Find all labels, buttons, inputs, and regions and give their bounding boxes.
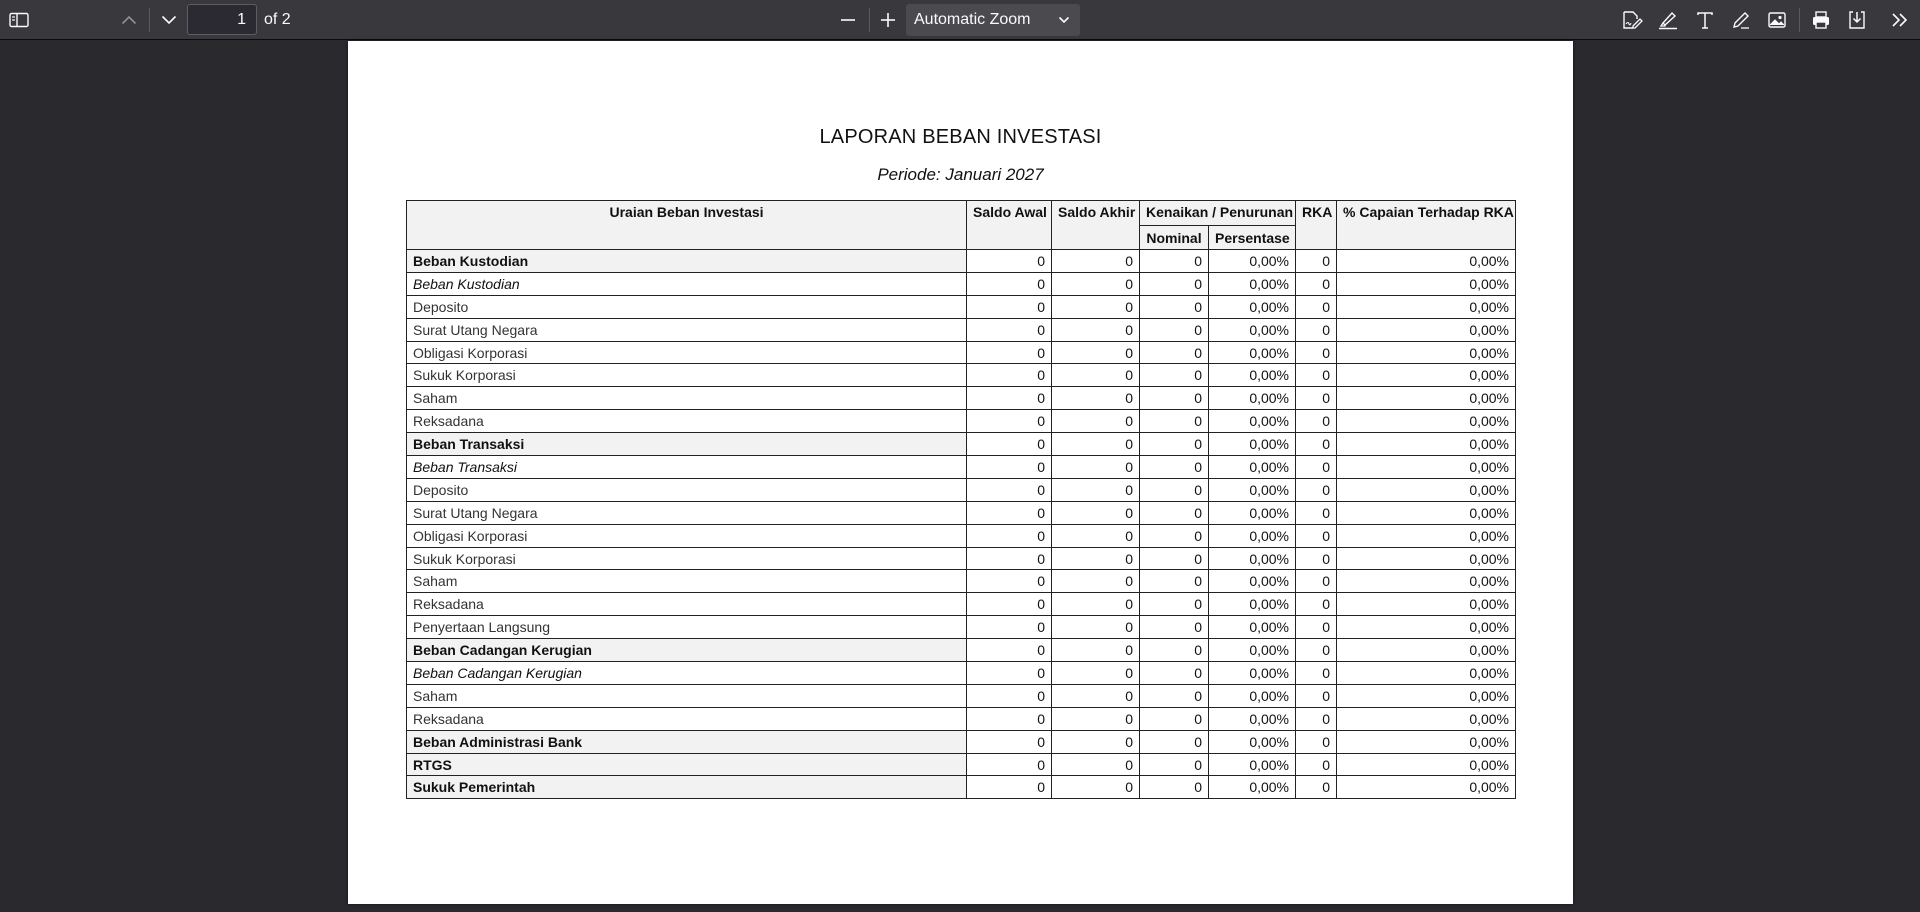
cell-rka: 0 xyxy=(1296,593,1337,616)
row-label: Obligasi Korporasi xyxy=(407,524,967,547)
row-label: Sukuk Korporasi xyxy=(407,364,967,387)
row-label: RTGS xyxy=(407,753,967,776)
cell-saldo-awal: 0 xyxy=(967,639,1052,662)
cell-persentase: 0,00% xyxy=(1209,730,1296,753)
cell-persentase: 0,00% xyxy=(1209,547,1296,570)
table-row xyxy=(407,501,1516,524)
zoom-out-button[interactable] xyxy=(832,4,864,36)
cell-persentase: 0,00% xyxy=(1209,524,1296,547)
cell-saldo-akhir: 0 xyxy=(1052,707,1140,730)
table-row xyxy=(407,387,1516,410)
row-label: Sukuk Korporasi xyxy=(407,547,967,570)
previous-page-button[interactable] xyxy=(113,4,145,36)
cell-nominal: 0 xyxy=(1140,433,1209,456)
next-page-button[interactable] xyxy=(153,4,185,36)
text-icon xyxy=(1695,10,1715,30)
cell-nominal: 0 xyxy=(1140,776,1209,799)
cell-capaian: 0,00% xyxy=(1337,501,1516,524)
cell-saldo-awal: 0 xyxy=(967,478,1052,501)
cell-rka: 0 xyxy=(1296,707,1337,730)
cell-nominal: 0 xyxy=(1140,318,1209,341)
table-row xyxy=(407,570,1516,593)
add-text-button[interactable] xyxy=(1689,4,1721,36)
row-label: Beban Transaksi xyxy=(407,433,967,456)
cell-rka: 0 xyxy=(1296,547,1337,570)
cell-capaian: 0,00% xyxy=(1337,387,1516,410)
cell-capaian: 0,00% xyxy=(1337,639,1516,662)
cell-saldo-akhir: 0 xyxy=(1052,295,1140,318)
cell-saldo-awal: 0 xyxy=(967,410,1052,433)
cell-capaian: 0,00% xyxy=(1337,524,1516,547)
header-saldo-awal: Saldo Awal xyxy=(967,201,1052,250)
table-row xyxy=(407,547,1516,570)
cell-rka: 0 xyxy=(1296,662,1337,685)
pdf-page xyxy=(348,41,1573,904)
cell-persentase: 0,00% xyxy=(1209,410,1296,433)
cell-rka: 0 xyxy=(1296,616,1337,639)
cell-nominal: 0 xyxy=(1140,524,1209,547)
row-label: Saham xyxy=(407,684,967,707)
cell-saldo-awal: 0 xyxy=(967,753,1052,776)
cell-capaian: 0,00% xyxy=(1337,753,1516,776)
row-label: Beban Kustodian xyxy=(407,250,967,273)
cell-persentase: 0,00% xyxy=(1209,639,1296,662)
table-row xyxy=(407,684,1516,707)
cell-saldo-awal: 0 xyxy=(967,501,1052,524)
zoom-in-button[interactable] xyxy=(872,4,904,36)
cell-nominal: 0 xyxy=(1140,662,1209,685)
cell-nominal: 0 xyxy=(1140,272,1209,295)
cell-rka: 0 xyxy=(1296,272,1337,295)
row-label: Surat Utang Negara xyxy=(407,501,967,524)
image-icon xyxy=(1767,10,1787,30)
cell-persentase: 0,00% xyxy=(1209,341,1296,364)
cell-persentase: 0,00% xyxy=(1209,478,1296,501)
cell-saldo-awal: 0 xyxy=(967,341,1052,364)
cell-saldo-awal: 0 xyxy=(967,364,1052,387)
previous-page-icon xyxy=(121,15,137,25)
table-row xyxy=(407,707,1516,730)
print-button[interactable] xyxy=(1805,4,1837,36)
cell-saldo-awal: 0 xyxy=(967,616,1052,639)
header-saldo-akhir: Saldo Akhir xyxy=(1052,201,1140,250)
header-capaian: % Capaian Terhadap RKA xyxy=(1337,201,1516,250)
row-label: Reksadana xyxy=(407,707,967,730)
cell-rka: 0 xyxy=(1296,570,1337,593)
cell-saldo-akhir: 0 xyxy=(1052,616,1140,639)
cell-saldo-awal: 0 xyxy=(967,524,1052,547)
report-title: LAPORAN BEBAN INVESTASI xyxy=(819,126,1102,148)
cell-nominal: 0 xyxy=(1140,387,1209,410)
row-label: Saham xyxy=(407,570,967,593)
toolbar-separator xyxy=(869,8,870,32)
cell-rka: 0 xyxy=(1296,364,1337,387)
cell-nominal: 0 xyxy=(1140,547,1209,570)
cell-saldo-awal: 0 xyxy=(967,662,1052,685)
cell-nominal: 0 xyxy=(1140,639,1209,662)
tools-icon xyxy=(1891,12,1909,28)
table-row xyxy=(407,753,1516,776)
cell-capaian: 0,00% xyxy=(1337,593,1516,616)
cell-rka: 0 xyxy=(1296,250,1337,273)
table-row xyxy=(407,776,1516,799)
cell-nominal: 0 xyxy=(1140,684,1209,707)
cell-persentase: 0,00% xyxy=(1209,684,1296,707)
report-body xyxy=(407,250,1516,799)
cell-capaian: 0,00% xyxy=(1337,295,1516,318)
toolbar-separator xyxy=(149,8,150,32)
toolbar-separator xyxy=(1799,8,1800,32)
cell-capaian: 0,00% xyxy=(1337,364,1516,387)
cell-saldo-akhir: 0 xyxy=(1052,410,1140,433)
cell-nominal: 0 xyxy=(1140,364,1209,387)
cell-saldo-akhir: 0 xyxy=(1052,478,1140,501)
cell-persentase: 0,00% xyxy=(1209,616,1296,639)
cell-nominal: 0 xyxy=(1140,410,1209,433)
cell-nominal: 0 xyxy=(1140,616,1209,639)
cell-rka: 0 xyxy=(1296,433,1337,456)
header-rka: RKA xyxy=(1296,201,1337,250)
cell-persentase: 0,00% xyxy=(1209,433,1296,456)
cell-persentase: 0,00% xyxy=(1209,364,1296,387)
draw-icon xyxy=(1731,10,1751,30)
cell-saldo-akhir: 0 xyxy=(1052,364,1140,387)
cell-saldo-akhir: 0 xyxy=(1052,547,1140,570)
cell-nominal: 0 xyxy=(1140,593,1209,616)
cell-nominal: 0 xyxy=(1140,730,1209,753)
cell-saldo-awal: 0 xyxy=(967,387,1052,410)
cell-saldo-awal: 0 xyxy=(967,318,1052,341)
table-row xyxy=(407,295,1516,318)
print-icon xyxy=(1811,10,1831,30)
cell-persentase: 0,00% xyxy=(1209,501,1296,524)
cell-nominal: 0 xyxy=(1140,707,1209,730)
cell-saldo-awal: 0 xyxy=(967,570,1052,593)
report-table xyxy=(406,200,1516,799)
row-label: Obligasi Korporasi xyxy=(407,341,967,364)
cell-nominal: 0 xyxy=(1140,478,1209,501)
cell-persentase: 0,00% xyxy=(1209,570,1296,593)
table-row xyxy=(407,593,1516,616)
row-label: Penyertaan Langsung xyxy=(407,616,967,639)
cell-persentase: 0,00% xyxy=(1209,662,1296,685)
cell-saldo-akhir: 0 xyxy=(1052,501,1140,524)
table-row xyxy=(407,478,1516,501)
next-page-icon xyxy=(161,15,177,25)
cell-saldo-akhir: 0 xyxy=(1052,341,1140,364)
cell-capaian: 0,00% xyxy=(1337,730,1516,753)
row-label: Deposito xyxy=(407,295,967,318)
page-number-input[interactable]: 1 xyxy=(187,4,257,35)
cell-rka: 0 xyxy=(1296,295,1337,318)
highlight-button[interactable] xyxy=(1652,4,1684,36)
cell-persentase: 0,00% xyxy=(1209,753,1296,776)
cell-capaian: 0,00% xyxy=(1337,707,1516,730)
cell-saldo-akhir: 0 xyxy=(1052,433,1140,456)
cell-saldo-akhir: 0 xyxy=(1052,730,1140,753)
cell-saldo-awal: 0 xyxy=(967,776,1052,799)
cell-nominal: 0 xyxy=(1140,295,1209,318)
cell-capaian: 0,00% xyxy=(1337,341,1516,364)
cell-saldo-akhir: 0 xyxy=(1052,639,1140,662)
row-label: Surat Utang Negara xyxy=(407,318,967,341)
cell-capaian: 0,00% xyxy=(1337,662,1516,685)
cell-capaian: 0,00% xyxy=(1337,478,1516,501)
cell-saldo-awal: 0 xyxy=(967,707,1052,730)
table-row xyxy=(407,410,1516,433)
cell-capaian: 0,00% xyxy=(1337,410,1516,433)
cell-persentase: 0,00% xyxy=(1209,318,1296,341)
cell-rka: 0 xyxy=(1296,753,1337,776)
cell-persentase: 0,00% xyxy=(1209,593,1296,616)
cell-saldo-akhir: 0 xyxy=(1052,524,1140,547)
table-row xyxy=(407,456,1516,479)
cell-saldo-akhir: 0 xyxy=(1052,753,1140,776)
header-row xyxy=(407,201,1516,226)
sidebar-toggle-icon xyxy=(9,12,29,28)
cell-rka: 0 xyxy=(1296,639,1337,662)
row-label: Reksadana xyxy=(407,593,967,616)
cell-saldo-akhir: 0 xyxy=(1052,250,1140,273)
add-signature-button[interactable] xyxy=(1616,4,1648,36)
row-label: Saham xyxy=(407,387,967,410)
header-kenaikan: Kenaikan / Penurunan xyxy=(1140,201,1296,226)
pdf-toolbar xyxy=(0,0,1920,40)
cell-saldo-awal: 0 xyxy=(967,433,1052,456)
add-image-button[interactable] xyxy=(1761,4,1793,36)
cell-nominal: 0 xyxy=(1140,501,1209,524)
table-row xyxy=(407,364,1516,387)
cell-saldo-akhir: 0 xyxy=(1052,318,1140,341)
cell-rka: 0 xyxy=(1296,318,1337,341)
cell-persentase: 0,00% xyxy=(1209,456,1296,479)
table-row xyxy=(407,639,1516,662)
cell-saldo-akhir: 0 xyxy=(1052,684,1140,707)
cell-saldo-awal: 0 xyxy=(967,547,1052,570)
cell-persentase: 0,00% xyxy=(1209,776,1296,799)
save-icon xyxy=(1847,10,1867,30)
table-row xyxy=(407,433,1516,456)
table-row xyxy=(407,250,1516,273)
cell-rka: 0 xyxy=(1296,456,1337,479)
row-label: Beban Transaksi xyxy=(407,456,967,479)
header-nominal: Nominal xyxy=(1140,226,1209,250)
cell-capaian: 0,00% xyxy=(1337,433,1516,456)
row-label: Reksadana xyxy=(407,410,967,433)
signature-icon xyxy=(1621,10,1643,30)
tools-button[interactable] xyxy=(1884,4,1916,36)
highlight-icon xyxy=(1657,10,1679,30)
row-label: Sukuk Pemerintah xyxy=(407,776,967,799)
cell-rka: 0 xyxy=(1296,776,1337,799)
cell-saldo-akhir: 0 xyxy=(1052,662,1140,685)
cell-saldo-akhir: 0 xyxy=(1052,593,1140,616)
cell-capaian: 0,00% xyxy=(1337,250,1516,273)
zoom-select-value: Automatic Zoom xyxy=(914,11,1031,28)
cell-saldo-akhir: 0 xyxy=(1052,776,1140,799)
row-label: Beban Administrasi Bank xyxy=(407,730,967,753)
cell-saldo-akhir: 0 xyxy=(1052,570,1140,593)
zoom-out-icon xyxy=(840,12,856,28)
cell-nominal: 0 xyxy=(1140,570,1209,593)
cell-capaian: 0,00% xyxy=(1337,456,1516,479)
cell-nominal: 0 xyxy=(1140,456,1209,479)
cell-capaian: 0,00% xyxy=(1337,570,1516,593)
cell-capaian: 0,00% xyxy=(1337,272,1516,295)
cell-rka: 0 xyxy=(1296,341,1337,364)
cell-persentase: 0,00% xyxy=(1209,250,1296,273)
cell-rka: 0 xyxy=(1296,387,1337,410)
cell-nominal: 0 xyxy=(1140,753,1209,776)
cell-persentase: 0,00% xyxy=(1209,387,1296,410)
report-period: Periode: Januari 2027 xyxy=(877,165,1044,184)
row-label: Beban Kustodian xyxy=(407,272,967,295)
cell-capaian: 0,00% xyxy=(1337,547,1516,570)
row-label: Beban Cadangan Kerugian xyxy=(407,639,967,662)
table-row xyxy=(407,662,1516,685)
cell-saldo-awal: 0 xyxy=(967,272,1052,295)
cell-rka: 0 xyxy=(1296,501,1337,524)
cell-persentase: 0,00% xyxy=(1209,707,1296,730)
cell-persentase: 0,00% xyxy=(1209,295,1296,318)
cell-nominal: 0 xyxy=(1140,341,1209,364)
save-button[interactable] xyxy=(1841,4,1873,36)
cell-capaian: 0,00% xyxy=(1337,684,1516,707)
cell-rka: 0 xyxy=(1296,730,1337,753)
header-persentase: Persentase xyxy=(1209,226,1296,250)
cell-rka: 0 xyxy=(1296,524,1337,547)
cell-capaian: 0,00% xyxy=(1337,776,1516,799)
cell-capaian: 0,00% xyxy=(1337,616,1516,639)
cell-rka: 0 xyxy=(1296,410,1337,433)
table-row xyxy=(407,318,1516,341)
chevron-down-icon xyxy=(1058,14,1070,26)
table-row xyxy=(407,272,1516,295)
cell-saldo-awal: 0 xyxy=(967,456,1052,479)
sidebar-toggle-button[interactable] xyxy=(3,4,35,36)
row-label: Deposito xyxy=(407,478,967,501)
cell-saldo-akhir: 0 xyxy=(1052,456,1140,479)
cell-rka: 0 xyxy=(1296,684,1337,707)
cell-saldo-awal: 0 xyxy=(967,593,1052,616)
zoom-select[interactable] xyxy=(906,4,1080,36)
row-label: Beban Cadangan Kerugian xyxy=(407,662,967,685)
cell-nominal: 0 xyxy=(1140,250,1209,273)
table-row xyxy=(407,616,1516,639)
cell-persentase: 0,00% xyxy=(1209,272,1296,295)
header-uraian: Uraian Beban Investasi xyxy=(407,201,967,250)
cell-capaian: 0,00% xyxy=(1337,318,1516,341)
cell-rka: 0 xyxy=(1296,478,1337,501)
cell-saldo-akhir: 0 xyxy=(1052,272,1140,295)
cell-saldo-awal: 0 xyxy=(967,684,1052,707)
page-count-label: of 2 xyxy=(264,11,291,28)
table-row xyxy=(407,730,1516,753)
table-row xyxy=(407,524,1516,547)
table-row xyxy=(407,341,1516,364)
cell-saldo-awal: 0 xyxy=(967,295,1052,318)
zoom-in-icon xyxy=(880,12,896,28)
cell-saldo-awal: 0 xyxy=(967,250,1052,273)
cell-saldo-awal: 0 xyxy=(967,730,1052,753)
draw-button[interactable] xyxy=(1725,4,1757,36)
cell-saldo-akhir: 0 xyxy=(1052,387,1140,410)
